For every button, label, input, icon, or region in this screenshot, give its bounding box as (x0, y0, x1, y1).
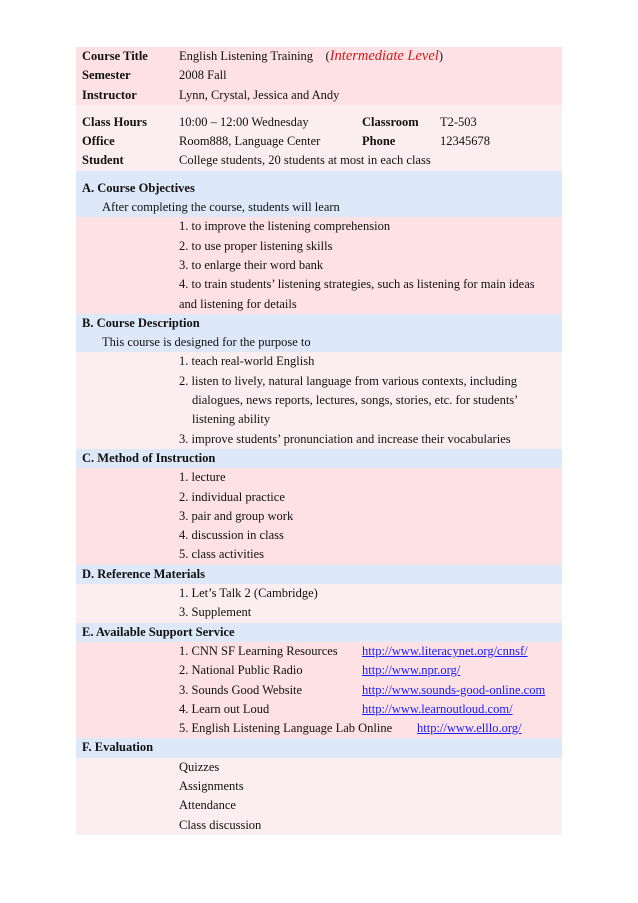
section-e-title-row (76, 623, 562, 642)
resource-link-cnn[interactable]: http://www.literacynet.org/cnnsf/ (362, 643, 528, 658)
phone-label: Phone (362, 134, 396, 149)
description-item: 1. teach real-world English (179, 354, 315, 369)
semester-label: Semester (82, 68, 131, 83)
resource-name: 5. English Listening Language Lab Online (179, 721, 393, 736)
resource-name: 3. Sounds Good Website (179, 682, 303, 697)
list-item (76, 237, 562, 256)
objective-item: 4. to train students’ listening strategies, such as listening for main ideas (179, 277, 535, 292)
classroom-value: T2-503 (440, 114, 477, 129)
resource-link-sounds-good[interactable]: http://www.sounds-good-online.com (362, 682, 546, 697)
resource-name: 1. CNN SF Learning Resources (179, 643, 338, 658)
student-value: College students, 20 students at most in each class (179, 153, 431, 168)
resource-row (76, 719, 562, 738)
level-close-paren: ) (438, 49, 444, 63)
level-text: Intermediate Level (329, 48, 439, 64)
list-item (76, 777, 562, 796)
objective-item: 1. to improve the listening comprehension (179, 219, 391, 234)
objective-item: 2. to use proper listening skills (179, 238, 333, 253)
section-a-title-row (76, 179, 562, 198)
reference-item: 1. Let’s Talk 2 (Cambridge) (179, 586, 318, 601)
section-gap (76, 171, 562, 179)
section-d-title-row (76, 565, 562, 584)
class-hours-value: 10:00 – 12:00 Wednesday (179, 114, 309, 129)
office-row (76, 132, 562, 151)
resource-row (76, 700, 562, 719)
header-gap (76, 105, 562, 113)
list-item (76, 275, 562, 294)
method-item: 4. discussion in class (179, 528, 284, 543)
list-item (76, 256, 562, 275)
method-item: 1. lecture (179, 470, 226, 485)
class-hours-label: Class Hours (82, 114, 147, 129)
list-item (76, 391, 562, 410)
course-title-row (76, 47, 562, 66)
section-c-title-row (76, 449, 562, 468)
section-a-intro: After completing the course, students will learn (102, 200, 340, 215)
list-item (76, 507, 562, 526)
section-b-intro: This course is designed for the purpose to (102, 335, 311, 350)
reference-item: 3. Supplement (179, 605, 252, 620)
section-b-intro-row (76, 333, 562, 352)
evaluation-item: Quizzes (179, 759, 220, 774)
course-title-text: English Listening Training (179, 49, 314, 63)
course-title-value (179, 47, 443, 66)
objective-item: 3. to enlarge their word bank (179, 257, 324, 272)
section-b-title-row (76, 314, 562, 333)
instructor-label: Instructor (82, 87, 137, 102)
list-item (76, 603, 562, 622)
description-item: 3. improve students’ pronunciation and increase their vocabularies (179, 431, 511, 446)
office-value: Room888, Language Center (179, 134, 321, 149)
classroom-label: Classroom (362, 114, 419, 129)
syllabus-sheet (76, 47, 562, 835)
description-item: 2. listen to lively, natural language from various contexts, including (179, 373, 518, 388)
section-e-title: E. Available Support Service (82, 624, 235, 639)
list-item (76, 796, 562, 815)
list-item (76, 410, 562, 429)
section-b-title: B. Course Description (82, 315, 200, 330)
list-item (76, 295, 562, 314)
list-item (76, 372, 562, 391)
section-f-title-row (76, 738, 562, 757)
method-item: 5. class activities (179, 547, 265, 562)
list-item (76, 352, 562, 371)
list-item (76, 468, 562, 487)
evaluation-item: Assignments (179, 778, 244, 793)
list-item (76, 758, 562, 777)
student-label: Student (82, 153, 124, 168)
student-row (76, 151, 562, 170)
list-item (76, 217, 562, 236)
class-hours-row (76, 113, 562, 132)
objective-item-continued: and listening for details (179, 296, 297, 311)
section-a-title: A. Course Objectives (82, 180, 195, 195)
resource-row (76, 642, 562, 661)
list-item (76, 526, 562, 545)
phone-value: 12345678 (440, 134, 490, 149)
semester-value: 2008 Fall (179, 68, 227, 83)
description-item-continued: dialogues, news reports, lectures, songs, stories, etc. for students’ (192, 393, 519, 408)
resource-row (76, 681, 562, 700)
list-item (76, 545, 562, 564)
course-title-label: Course Title (82, 49, 148, 63)
resource-link-learnoutloud[interactable]: http://www.learnoutloud.com/ (362, 701, 513, 716)
section-d-title: D. Reference Materials (82, 566, 205, 581)
instructor-value: Lynn, Crystal, Jessica and Andy (179, 87, 340, 102)
resource-row (76, 661, 562, 680)
semester-row (76, 66, 562, 85)
instructor-row (76, 86, 562, 105)
section-a-intro-row (76, 198, 562, 217)
resource-link-npr[interactable]: http://www.npr.org/ (362, 663, 461, 678)
section-c-title: C. Method of Instruction (82, 450, 216, 465)
description-item-continued: listening ability (192, 412, 271, 427)
resource-link-elllo[interactable]: http://www.elllo.org/ (417, 721, 522, 736)
method-item: 2. individual practice (179, 489, 285, 504)
resource-name: 4. Learn out Loud (179, 701, 270, 716)
level-open-paren: ( (325, 49, 330, 63)
office-label: Office (82, 134, 115, 149)
list-item (76, 430, 562, 449)
method-item: 3. pair and group work (179, 508, 294, 523)
section-f-title: F. Evaluation (82, 740, 154, 755)
list-item (76, 816, 562, 835)
evaluation-item: Class discussion (179, 817, 262, 832)
resource-name: 2. National Public Radio (179, 663, 303, 678)
evaluation-item: Attendance (179, 798, 236, 813)
list-item (76, 488, 562, 507)
list-item (76, 584, 562, 603)
